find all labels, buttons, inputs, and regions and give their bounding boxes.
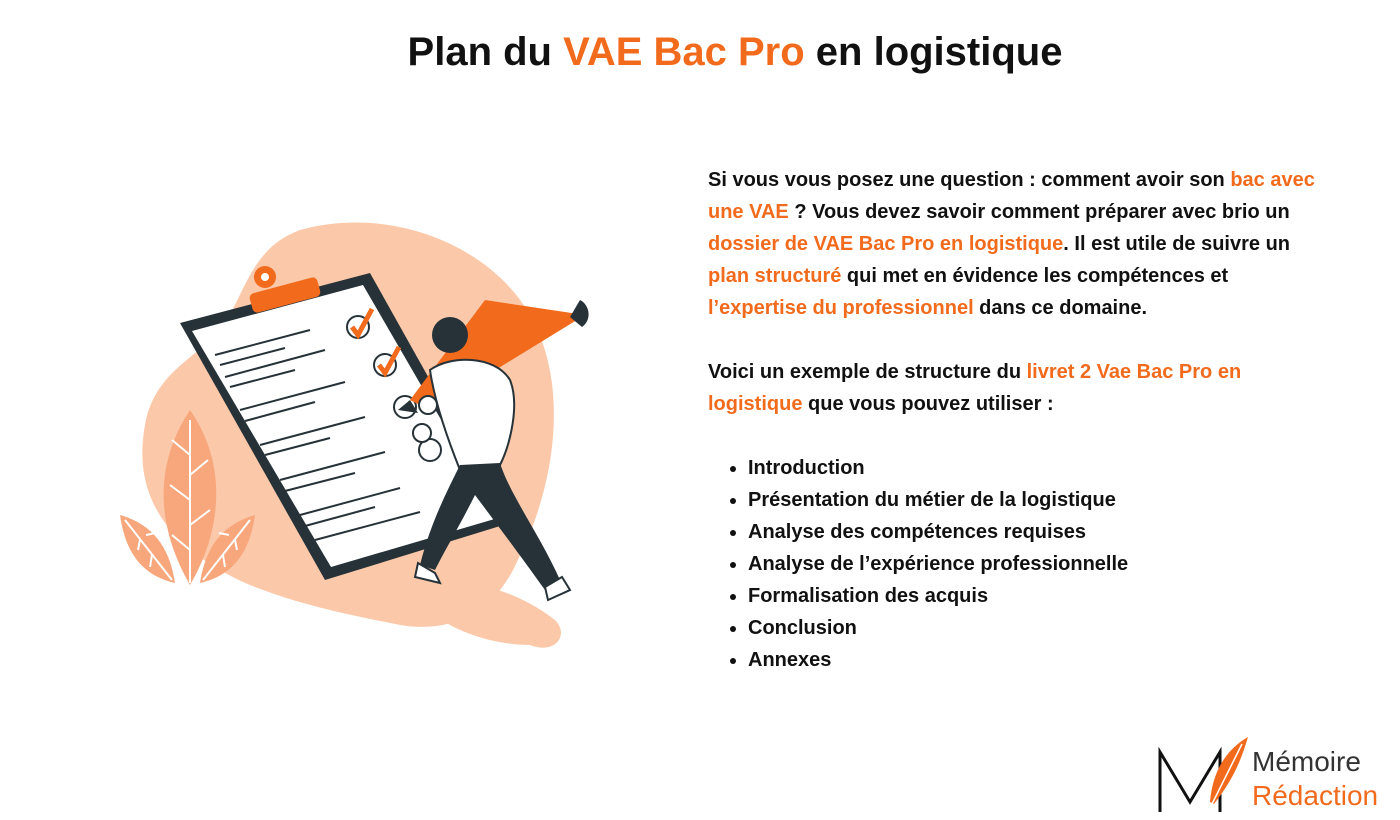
title-part2: en logistique (804, 30, 1063, 74)
logo-word-memoire: Mémoire (1252, 746, 1361, 777)
example-text-2: que vous pouvez utiliser : (802, 393, 1054, 415)
link-expertise[interactable]: l’expertise du professionnel (708, 297, 974, 319)
list-item: • Analyse des compétences requises (748, 516, 1328, 548)
link-livret-2[interactable]: livret 2 Vae Bac Pro en logistique (708, 361, 1242, 415)
link-bac-vae[interactable]: bac avec une VAE (708, 169, 1315, 223)
intro-text-3: . Il est utile de suivre un (1063, 233, 1291, 255)
checklist-illustration (100, 205, 600, 665)
example-text-1: Voici un exemple de structure du (708, 361, 1027, 383)
shadow-blob (430, 583, 561, 648)
intro-text-1: Si vous vous posez une question : comment avoir son (708, 169, 1231, 191)
logo-text (1252, 745, 1378, 813)
intro-paragraph (708, 164, 1328, 324)
structure-list (708, 452, 1328, 676)
list-item: • Introduction (748, 452, 1328, 484)
list-item: • Annexes (748, 644, 1328, 676)
main-text (708, 164, 1328, 676)
page-title (0, 30, 1400, 75)
title-part1: Plan du (407, 30, 564, 74)
intro-text-4: qui met en évidence les compétences et (841, 265, 1229, 287)
list-item: • Formalisation des acquis (748, 580, 1328, 612)
list-item: • Conclusion (748, 612, 1328, 644)
list-item: • Analyse de l’expérience professionnelle (748, 548, 1328, 580)
link-dossier-vae[interactable]: dossier de VAE Bac Pro en logistique (708, 233, 1064, 255)
intro-text-2: ? Vous devez savoir comment préparer avec brio un (788, 201, 1290, 223)
link-plan-structure[interactable]: plan structuré (708, 265, 842, 287)
example-paragraph (708, 356, 1328, 420)
title-highlight: VAE Bac Pro (563, 30, 805, 74)
list-item: • Présentation du métier de la logistique (748, 484, 1328, 516)
logo-word-redaction: Rédaction (1252, 780, 1379, 811)
intro-text-5: dans ce domaine. (973, 297, 1148, 319)
